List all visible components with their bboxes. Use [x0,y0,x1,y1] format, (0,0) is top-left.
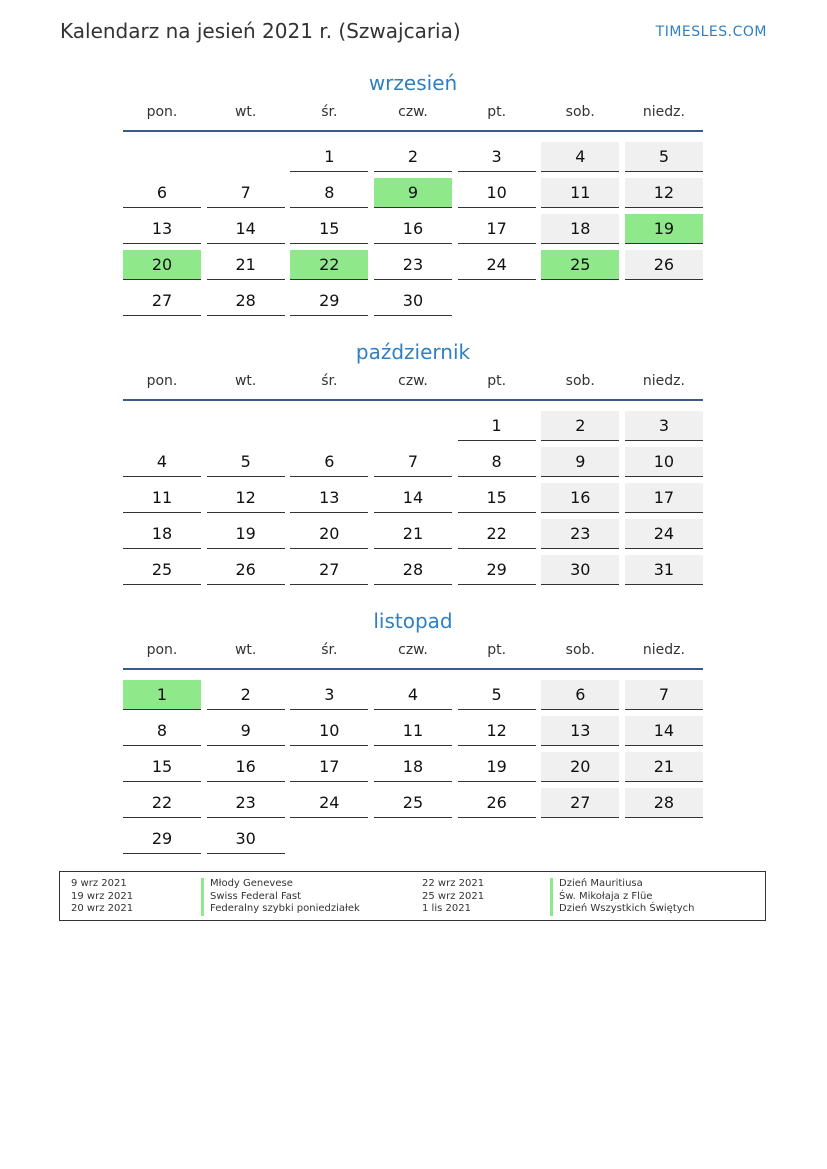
empty-cell [458,286,536,316]
day-cell: 20 [123,250,201,280]
day-grid [123,136,703,316]
empty-cell [625,824,703,854]
day-cell: 29 [458,555,536,585]
day-cell: 22 [123,788,201,818]
day-cell: 22 [290,250,368,280]
day-grid [123,674,703,854]
day-cell: 23 [374,250,452,280]
weekday-header [123,104,703,124]
header-separator [123,399,703,401]
day-cell: 28 [625,788,703,818]
day-cell: 4 [374,680,452,710]
day-cell: 9 [374,178,452,208]
day-cell: 2 [207,680,285,710]
legend-date: 25 wrz 2021 [422,890,485,902]
day-cell: 8 [458,447,536,477]
day-cell: 8 [123,716,201,746]
weekday-label: wt. [234,642,257,658]
day-cell: 7 [207,178,285,208]
legend-holiday-name: Dzień Wszystkich Świętych [550,903,695,916]
day-cell: 3 [458,142,536,172]
weekday-label: niedz. [642,642,685,658]
day-cell: 29 [123,824,201,854]
day-cell: 16 [207,752,285,782]
day-cell: 11 [541,178,619,208]
page-title: Kalendarz na jesień 2021 r. (Szwajcaria) [60,19,461,43]
day-cell: 25 [374,788,452,818]
weekday-label: śr. [321,642,338,658]
day-cell: 21 [625,752,703,782]
day-cell: 18 [123,519,201,549]
legend-names-left [201,878,360,916]
day-cell: 1 [290,142,368,172]
legend-date: 22 wrz 2021 [422,878,485,889]
weekday-label: pon. [146,104,178,120]
day-cell: 25 [541,250,619,280]
day-cell: 26 [625,250,703,280]
day-cell: 27 [123,286,201,316]
empty-cell [374,824,452,854]
day-cell: 6 [123,178,201,208]
header-separator [123,668,703,670]
day-cell: 22 [458,519,536,549]
day-cell: 30 [374,286,452,316]
day-cell: 4 [123,447,201,477]
weekday-label: pt. [487,642,507,658]
weekday-label: czw. [398,373,428,389]
legend-holiday-name: Federalny szybki poniedziałek [201,903,360,916]
day-cell: 16 [374,214,452,244]
weekday-header [123,642,703,662]
day-cell: 25 [123,555,201,585]
day-cell: 27 [290,555,368,585]
day-cell: 5 [458,680,536,710]
day-cell: 1 [458,411,536,441]
day-cell: 18 [541,214,619,244]
weekday-label: czw. [398,642,428,658]
day-grid [123,405,703,585]
empty-cell [541,824,619,854]
day-cell: 5 [207,447,285,477]
day-cell: 9 [541,447,619,477]
day-cell: 30 [207,824,285,854]
empty-cell [207,142,285,172]
day-cell: 19 [625,214,703,244]
day-cell: 13 [123,214,201,244]
day-cell: 9 [207,716,285,746]
legend-holiday-name: Młody Genevese [201,878,360,891]
day-cell: 28 [207,286,285,316]
day-cell: 26 [207,555,285,585]
day-cell: 15 [123,752,201,782]
day-cell: 10 [458,178,536,208]
weekday-label: śr. [321,104,338,120]
legend-date: 1 lis 2021 [422,903,471,914]
weekday-label: sob. [565,642,595,658]
weekday-label: śr. [321,373,338,389]
day-cell: 10 [625,447,703,477]
day-cell: 17 [458,214,536,244]
legend-date: 19 wrz 2021 [71,890,134,902]
empty-cell [374,411,452,441]
legend-holiday-name: Św. Mikołaja z Flüe [550,891,695,904]
day-cell: 1 [123,680,201,710]
empty-cell [290,824,368,854]
day-cell: 20 [541,752,619,782]
day-cell: 11 [374,716,452,746]
month-title: listopad [373,609,453,633]
empty-cell [123,142,201,172]
weekday-label: pon. [146,373,178,389]
day-cell: 14 [625,716,703,746]
day-cell: 8 [290,178,368,208]
weekday-label: wt. [234,373,257,389]
legend-holiday-name: Dzień Mauritiusa [550,878,695,891]
day-cell: 7 [374,447,452,477]
day-cell: 28 [374,555,452,585]
empty-cell [625,286,703,316]
day-cell: 3 [290,680,368,710]
day-cell: 10 [290,716,368,746]
empty-cell [541,286,619,316]
month-calendar [123,68,703,316]
day-cell: 26 [458,788,536,818]
day-cell: 14 [374,483,452,513]
day-cell: 15 [290,214,368,244]
legend-date: 9 wrz 2021 [71,878,127,889]
day-cell: 20 [290,519,368,549]
day-cell: 12 [625,178,703,208]
day-cell: 24 [290,788,368,818]
weekday-label: pt. [487,104,507,120]
day-cell: 12 [458,716,536,746]
holiday-legend [59,871,766,921]
day-cell: 23 [541,519,619,549]
day-cell: 7 [625,680,703,710]
legend-dates-right [422,878,484,916]
legend-holiday-name: Swiss Federal Fast [201,891,360,904]
day-cell: 12 [207,483,285,513]
month-calendar [123,606,703,854]
weekday-label: niedz. [642,104,685,120]
legend-date: 20 wrz 2021 [71,903,134,914]
month-title: październik [355,340,471,364]
day-cell: 11 [123,483,201,513]
day-cell: 27 [541,788,619,818]
day-cell: 24 [625,519,703,549]
day-cell: 2 [541,411,619,441]
day-cell: 30 [541,555,619,585]
empty-cell [458,824,536,854]
legend-dates-left [71,878,133,916]
weekday-label: czw. [398,104,428,120]
empty-cell [123,411,201,441]
day-cell: 13 [541,716,619,746]
weekday-label: sob. [565,373,595,389]
day-cell: 23 [207,788,285,818]
day-cell: 15 [458,483,536,513]
legend-names-right [550,878,695,916]
weekday-header [123,373,703,393]
empty-cell [207,411,285,441]
day-cell: 3 [625,411,703,441]
day-cell: 16 [541,483,619,513]
month-calendar [123,337,703,585]
day-cell: 17 [625,483,703,513]
day-cell: 21 [374,519,452,549]
day-cell: 5 [625,142,703,172]
day-cell: 4 [541,142,619,172]
weekday-label: sob. [565,104,595,120]
month-title: wrzesień [368,71,458,95]
header-separator [123,130,703,132]
day-cell: 6 [541,680,619,710]
day-cell: 14 [207,214,285,244]
day-cell: 17 [290,752,368,782]
weekday-label: pon. [146,642,178,658]
weekday-label: wt. [234,104,257,120]
day-cell: 18 [374,752,452,782]
day-cell: 19 [207,519,285,549]
day-cell: 21 [207,250,285,280]
day-cell: 24 [458,250,536,280]
day-cell: 13 [290,483,368,513]
weekday-label: niedz. [642,373,685,389]
day-cell: 29 [290,286,368,316]
brand-link[interactable]: TIMESLES.COM [655,24,767,40]
day-cell: 31 [625,555,703,585]
empty-cell [290,411,368,441]
day-cell: 2 [374,142,452,172]
weekday-label: pt. [487,373,507,389]
day-cell: 6 [290,447,368,477]
day-cell: 19 [458,752,536,782]
